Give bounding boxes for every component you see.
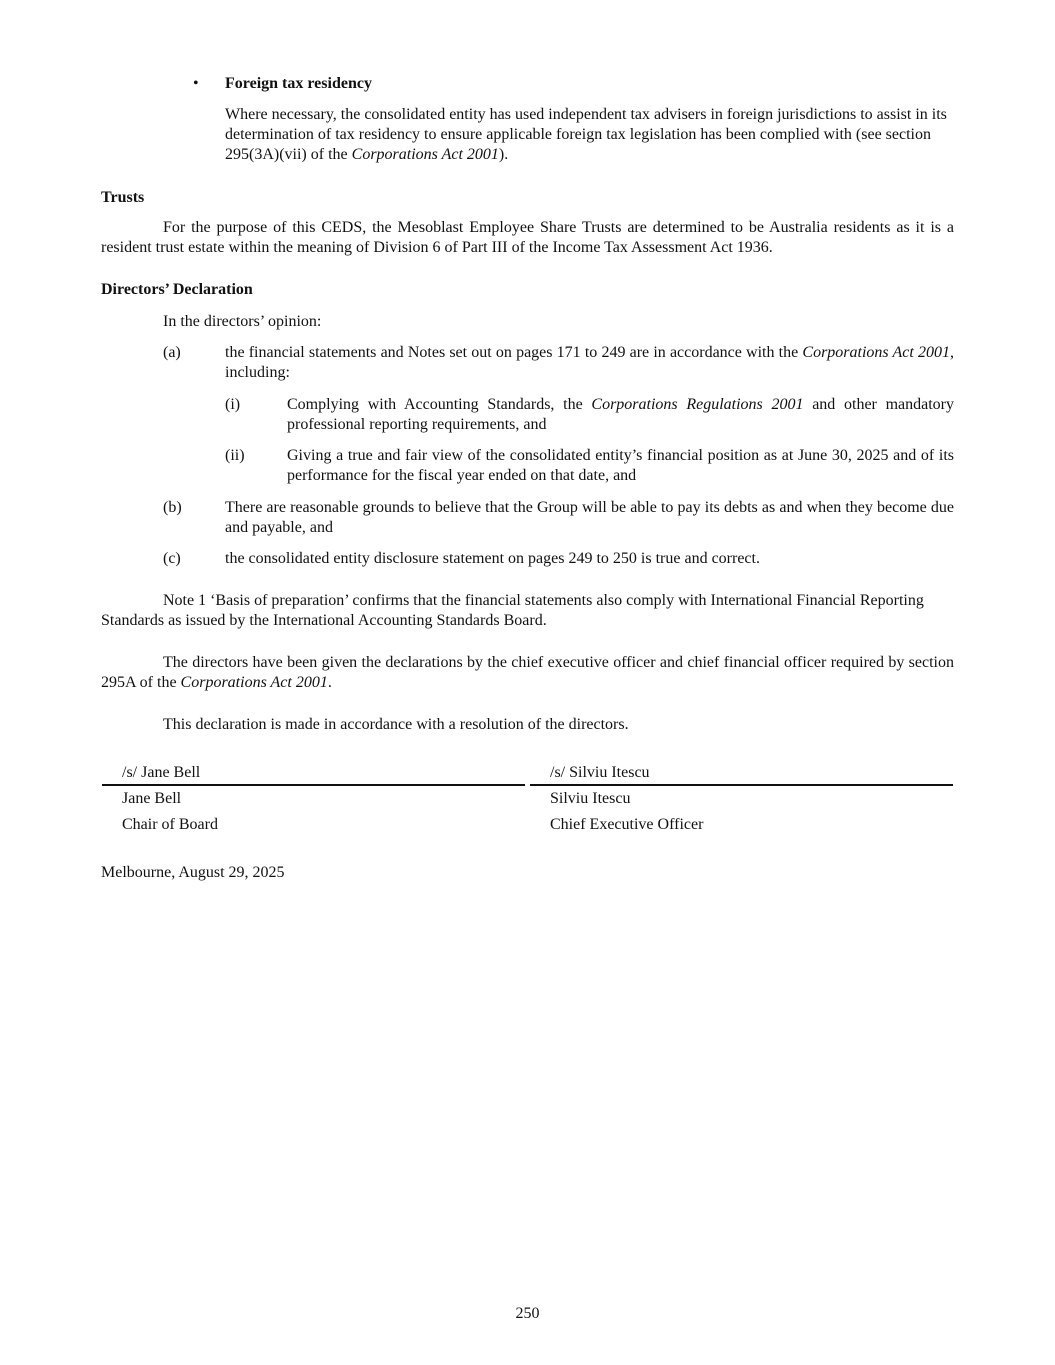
item-a-ii-marker: (ii): [225, 447, 245, 464]
directors-declaration-heading: Directors’ Declaration: [101, 281, 253, 298]
foreign-tax-body: Where necessary, the consolidated entity has used independent tax advisers in foreign jurisdictions to assist in its determination of tax residency to ensure applicable foreign tax legislation has been complied with (see section 295(3A)(vii) of the Corporations Act 2001).: [225, 106, 947, 163]
item-a-i-marker: (i): [225, 396, 241, 413]
item-b-marker: (b): [163, 499, 182, 516]
bullet: •: [193, 75, 199, 92]
signature-2-name: Silviu Itescu: [550, 790, 631, 807]
signature-2-signed: /s/ Silviu Itescu: [550, 764, 650, 781]
signature-1-signed: /s/ Jane Bell: [122, 764, 201, 781]
item-a-text: the financial statements and Notes set out on pages 171 to 249 are in accordance with the Corporations Act 2001, including:: [225, 344, 955, 381]
signature-1-name: Jane Bell: [122, 790, 182, 807]
trusts-body: For the purpose of this CEDS, the Mesoblast Employee Share Trusts are determined to be Australia residents as it is a resident trust estate within the meaning of Division 6 of Part III of the Income Tax Assessment Act 1936.: [101, 219, 954, 256]
signature-1-title: Chair of Board: [122, 816, 218, 833]
signature-2-line: [530, 784, 953, 786]
declaration-intro: In the directors’ opinion:: [163, 313, 322, 330]
place-date: Melbourne, August 29, 2025: [101, 864, 285, 881]
trusts-heading: Trusts: [101, 189, 145, 206]
item-b-text: There are reasonable grounds to believe that the Group will be able to pay its debts as and when they become due and payable, and: [225, 499, 954, 536]
item-c-marker: (c): [163, 550, 181, 567]
note1-paragraph: Note 1 ‘Basis of preparation’ confirms that the financial statements also comply with International Financial Reporting Standards as issued by the International Accounting Standards Board.: [101, 592, 924, 629]
item-a-i-text: Complying with Accounting Standards, the Corporations Regulations 2001 and other mandatory professional reporting requirements, and: [287, 396, 954, 433]
item-c-text: the consolidated entity disclosure statement on pages 249 to 250 is true and correct.: [225, 550, 760, 567]
item-a-marker: (a): [163, 344, 181, 361]
declarations-paragraph: The directors have been given the declarations by the chief executive officer and chief financial officer required by section 295A of the Corporations Act 2001.: [101, 654, 954, 691]
signature-1-line: [102, 784, 525, 786]
item-a-ii-text: Giving a true and fair view of the consolidated entity’s financial position as at June 30, 2025 and of its performance for the fiscal year ended on that date, and: [287, 447, 954, 484]
resolution-text: This declaration is made in accordance with a resolution of the directors.: [163, 716, 629, 733]
page-number: 250: [515, 1305, 540, 1322]
foreign-tax-heading: Foreign tax residency: [225, 75, 372, 92]
signature-2-title: Chief Executive Officer: [550, 816, 704, 833]
